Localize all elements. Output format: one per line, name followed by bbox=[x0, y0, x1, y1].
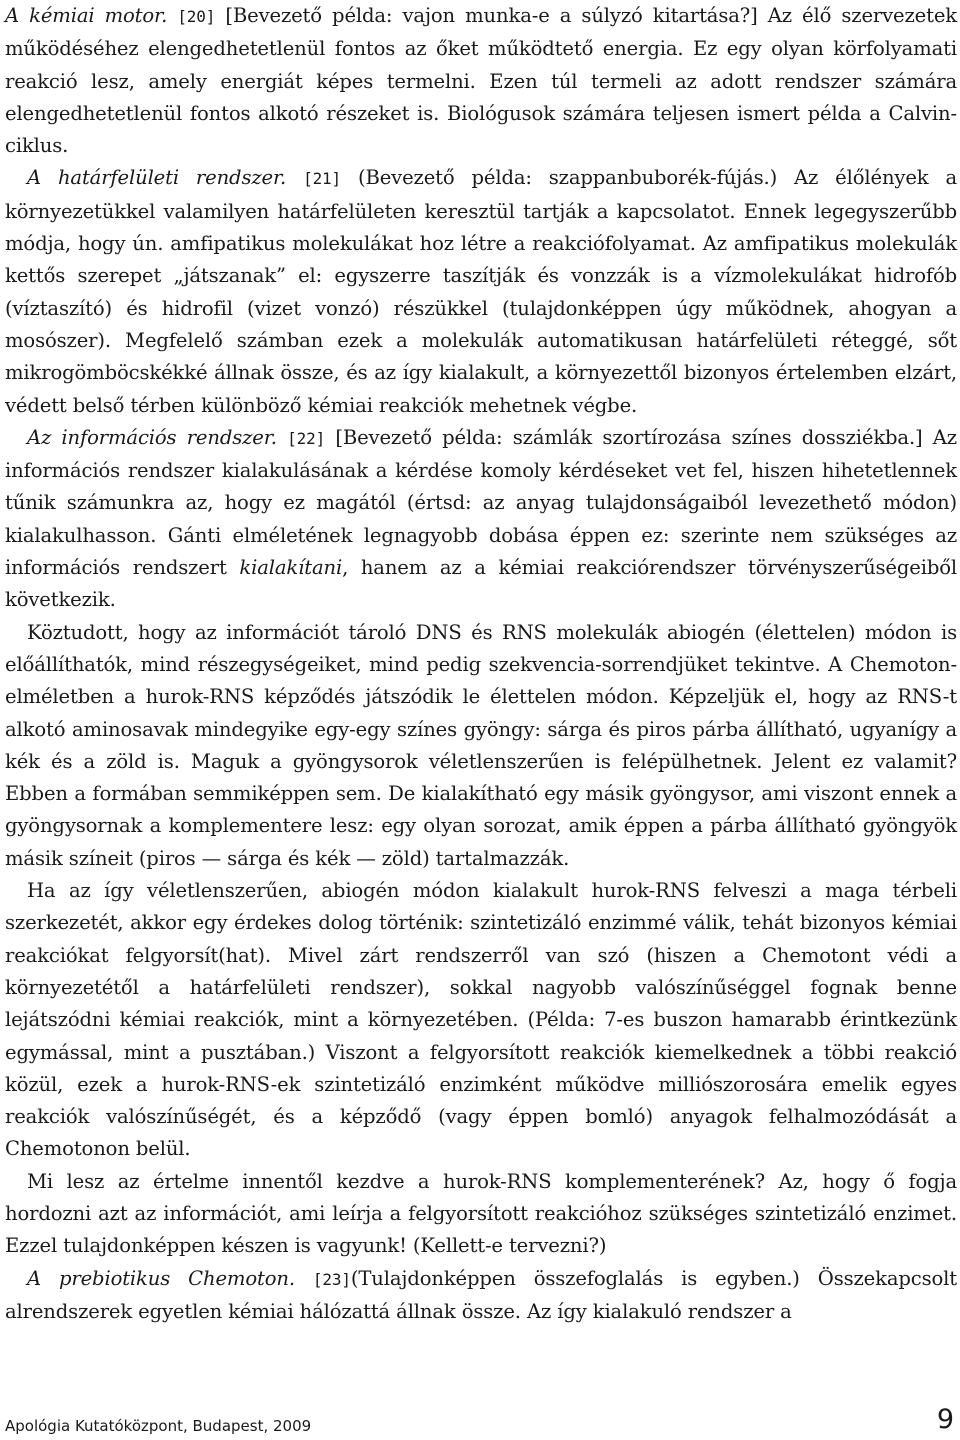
paragraph-text: Köztudott, hogy az információt tároló DNS és RNS molekulák abiogén (élettelen) módon is előállíthatók, mind részegységeiket, mind pedig szekvencia-sorrendjüket tekintve. A Chemoton-elméletben a hurok-RNS képződés játszódik le élettelen módon. Képzeljük el, hogy az RNS-t alkotó aminosavak mindegyike egy-egy színes gyöngy: sárga és piros párba állítható, ugyanígy a kék és a zöld is. Maguk a gyöngysorok véletlenszerűen is felépülhetnek. Jelent ez valamit? Ebben a formában semmiképpen sem. De kialakítható egy másik gyöngysor, ami viszont ennek a gyöngysornak a komplementere lesz: egy olyan sorozat, amik éppen a párba állítható gyöngyök másik színeit (piros — sárga és kék — zöld) tartalmazzák. bbox=[5, 620, 957, 870]
reference-number: [20] bbox=[177, 7, 216, 26]
reference-number: [21] bbox=[303, 169, 342, 189]
paragraph-text: (Bevezető példa: szappanbuborék-fújás.) Az élőlények a környezetükkel valamilyen határfelületen keresztül tartják a kapcsolatot. Ennek legegyszerűbb módja, hogy ún. amfipatikus molekulákat hoz létre a reakciófolyamat. Az amfipatikus molekulák kettős szerepet „játszanak” el: egyszerre taszítják és vonzzák is a vízmolekulákat hidrofób (víztaszító) és hidrofil (vizet vonzó) részükkel (tulajdonképpen úgy működnek, ahogyan a mosószer). Megfelelő számban ezek a molekulák automatikusan határfelületi réteggé, sőt mikrogömböcskékké állnak össze, és az így kialakult, a környezettől bizonyos értelemben elzárt, védett belső térben különböző kémiai reakciók mehetnek végbe. bbox=[5, 166, 957, 417]
paragraph-text: Mi lesz az értelme innentől kezdve a hurok-RNS komplementerének? Az, hogy ő fogja hordozni azt az információt, ami leírja a felgyorsított reakcióhoz szükséges szintetizáló enzimet. Ezzel tulajdonképpen készen is vagyunk! (Kellett-e tervezni?) bbox=[5, 1169, 957, 1258]
paragraph-text bbox=[286, 166, 303, 189]
paragraph bbox=[5, 1166, 957, 1263]
paragraph bbox=[5, 422, 957, 617]
paragraph-text: [Bevezető példa: számlák szortírozása színes dossziékba.] Az információs rendszer kialakulásának a kérdése komoly kérdéseket vet fel, hiszen hihetetlennek tűnik számunkra az, hogy ez magától (értsd: az anyag tulajdonságaiból levezethető módon) kialakulhasson. Gánti elméletének legnagyobb dobása éppen ez: szerinte nem szükséges az információs rendszert bbox=[5, 425, 957, 580]
paragraph bbox=[5, 1263, 957, 1329]
reference-number: [22] bbox=[287, 428, 326, 448]
paragraph bbox=[5, 0, 957, 162]
paragraph bbox=[5, 617, 957, 875]
paragraph-text: (Tulajdonképpen összefoglalás is egyben.) Összekapcsolt alrendszerek egyetlen kémiai hálózattá állnak össze. Az így kialakuló rendszer a bbox=[5, 1266, 957, 1323]
paragraph bbox=[5, 875, 957, 1166]
body-text bbox=[5, 0, 957, 1328]
emphasis-text: kialakítani bbox=[239, 556, 343, 580]
section-title: A prebiotikus Chemoton. bbox=[27, 1266, 295, 1290]
paragraph-text: [Bevezető példa: vajon munka-e a súlyzó kitartása?] Az élő szervezetek működéséhez elengedhetetlenül fontos az őket működtető energia. Ez egy olyan körfolyamati reakció lesz, amely energiát képes termelni. Ezen túl termeli az adott rendszer számára elengedhetetlenül fontos alkotó részeket is. Biológusok számára teljesen ismert példa a Calvin-ciklus. bbox=[5, 4, 957, 158]
paragraph-text: , hanem az a kémiai reakciórendszer törvényszerűségeiből következik. bbox=[5, 556, 957, 612]
section-title: A határfelületi rendszer. bbox=[27, 166, 287, 190]
footer-publisher: Apológia Kutatóközpont, Budapest, 2009 bbox=[5, 1417, 312, 1435]
page-number: 9 bbox=[936, 1404, 954, 1435]
paragraph-text bbox=[277, 426, 287, 449]
section-title: A kémiai motor. bbox=[5, 4, 168, 27]
paragraph-text bbox=[167, 4, 177, 27]
page-footer bbox=[5, 1404, 954, 1438]
paragraph-text bbox=[295, 1267, 313, 1290]
paragraph-text: Ha az így véletlenszerűen, abiogén módon kialakult hurok-RNS felveszi a maga térbeli szerkezetét, akkor egy érdekes dolog történik: szintetizáló enzimmé válik, tehát bizonyos kémiai reakciókat felgyorsít(hat). Mivel zárt rendszerről van szó (hiszen a Chemotont védi a környezetétől a határfelületi rendszer), sokkal nagyobb valószínűséggel fognak benne lejátszódni kémiai reakciók, mint a környezetében. (Példa: 7-es buszon hamarabb érintkezünk egymással, mint a pusztában.) Viszont a felgyorsított reakciók kiemelkednek a többi reakció közül, ezek a hurok-RNS-ek szintetizáló enzimként működve milliószorosára emelik egyes reakciók valószínűségét, és a képződő (vagy éppen bomló) anyagok felhalmozódását a Chemotonon belül. bbox=[5, 879, 957, 1161]
paragraph bbox=[5, 162, 957, 421]
reference-number: [23] bbox=[312, 1269, 351, 1289]
section-title: Az információs rendszer. bbox=[27, 425, 277, 449]
